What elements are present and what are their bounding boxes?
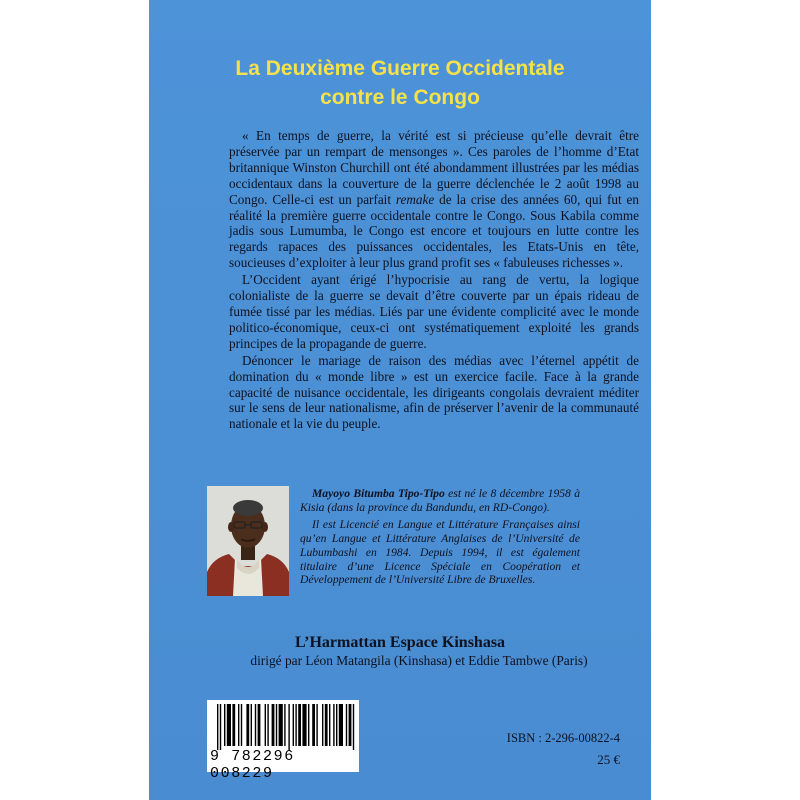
barcode-bar [255,704,256,746]
barcode [207,700,359,782]
author-portrait-icon [207,486,289,596]
barcode-bar [272,704,275,746]
barcode-bar [251,704,252,746]
barcode-bar [316,704,317,746]
barcode-bar [349,704,352,746]
barcode-bar [322,704,323,746]
barcode-bar [246,704,249,746]
isbn: ISBN : 2-296-00822-4 [506,731,620,745]
barcode-bar [238,704,239,746]
barcode-bar [267,704,268,746]
barcode-bar [265,704,266,746]
author-bio-paragraph-2: Il est Licencié en Langue et Littérature Françaises ainsi qu’en Langue et Littérature Anglaises de l’Université de Lubumbashi en 1984. Depuis 1994, il est également titulaire d’une Licence Spéciale en Coopération et Développement de l’Université Libre de Bruxelles. [300,517,580,587]
barcode-bar [302,704,306,746]
barcode-bar [241,704,242,746]
barcode-bar [227,704,231,746]
barcode-bar [217,704,218,750]
back-cover [149,0,651,800]
author-photo [207,486,289,596]
blurb-p1-part-a: « En temps de guerre, la vérité est si précieuse qu’elle devrait être préservée par un rempart de mensonges ». Ces paroles de l’homme d’Etat britannique Winston Churchill ont été abondamment illustrées par les médias occidentaux dans la couverture de la guerre déclenchée le 2 août 1998 au Congo. Celle-ci est un parfait [229,128,639,207]
price: 25 € [597,752,620,767]
barcode-bar [220,704,221,750]
barcode-bar [279,704,283,746]
book-title-line-2: contre le Congo [320,86,480,109]
publisher-direction: dirigé par Léon Matangila (Kinshasa) et Eddie Tambwe (Paris) [250,653,588,668]
barcode-bar [284,704,285,746]
blurb-paragraph-3: Dénoncer le mariage de raison des médias avec l’éternel appétit de domination du « monde libre » est un exercice facile. Face à la grande capacité de nuisance occidentale, les dirigeants congolais devraient méditer sur le sens de leur nationalisme, afin de préserver l’avenir de la communauté nationale et la vie du peuple. [229,352,639,432]
barcode-bar [288,704,289,750]
barcode-bar [346,704,347,746]
blurb-paragraph-1 [229,128,639,271]
blurb [229,128,639,432]
barcode-bar [232,704,235,746]
barcode-bars-icon [207,700,359,750]
author-name: Mayoyo Bitumba Tipo-Tipo [312,487,445,500]
author-bio [300,487,580,587]
barcode-bar [333,704,334,746]
barcode-bar [224,704,225,746]
barcode-bar [336,704,337,746]
author-bio-birth: est né le 8 décembre 1958 à Kisia (dans la province du Bandundu, en RD-Congo). [300,487,581,514]
book-title-line-1: La Deuxième Guerre Occidentale [235,57,565,80]
barcode-digits: 9 782296 008229 [210,748,295,782]
barcode-bar [293,704,294,746]
blurb-p1-emphasis: remake [395,191,435,207]
blurb-paragraph-2: L’Occident ayant érigé l’hypocrisie au rang de vertu, la logique colonialiste de la guerre se devait d’être couverte par un épais rideau de fumée tissé par les médias. Liés par une évidente complicité avec le monde politico-économique, ceux-ci ont systématiquement exploité les grands principes de la propagande de guerre. [229,272,639,351]
blurb-p1-part-b: de la crise des années 60, qui fut en réalité la première guerre occidentale contre le Congo. Sous Kabila comme jadis sous Lumumba, le Congo est encore et toujours en lutte contre les regards rapaces des puissances occidentales, les Etats-Unis en tête, soucieuses d’exploiter à leur plus grand profit ses « fabuleuses richesses ». [229,191,639,271]
barcode-bar [276,704,277,746]
barcode-bar [312,704,315,746]
barcode-bar [325,704,328,746]
barcode-bar [298,704,301,746]
barcode-bar [329,704,330,746]
barcode-bar [353,704,354,750]
barcode-bar [295,704,296,746]
barcode-bar [308,704,309,746]
barcode-bar [339,704,343,746]
barcode-bar [258,704,261,746]
book-title [149,54,651,112]
publisher-name: L’Harmattan Espace Kinshasa [294,634,506,651]
author-bio-paragraph-1 [300,487,580,515]
